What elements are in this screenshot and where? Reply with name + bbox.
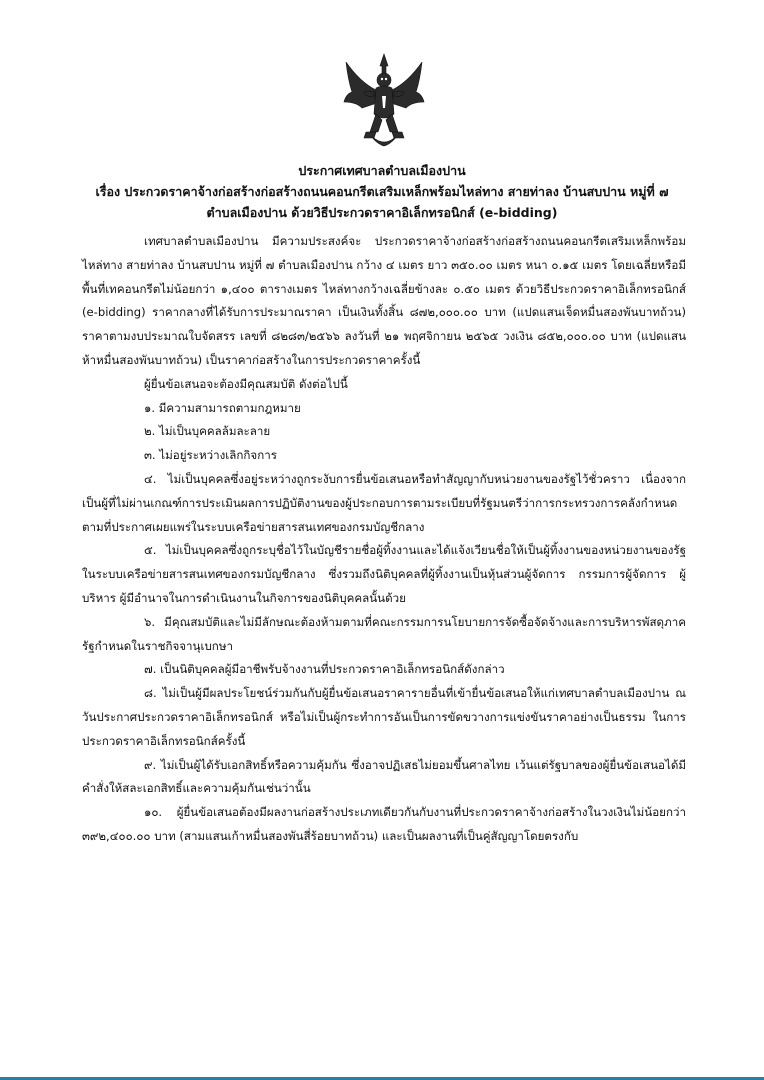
- qualifications-intro: ผู้ยื่นข้อเสนอจะต้องมีคุณสมบัติ ดังต่อไปนี้: [144, 376, 348, 391]
- qualification-item-10: ๑๐. ผู้ยื่นข้อเสนอต้องมีผลงานก่อสร้างประเภทเดียวกันกับงานที่ประกวดราคาจ้างก่อสร้างในวงเงินไม่น้อยกว่า ๓๙๒,๔๐๐.๐๐ บาท (สามแสนเก้าหมื่นสองพันสี่ร้อยบาทถ้วน) และเป็นผลงานที่เป็นคู่สัญญาโดยตรงกับ: [82, 805, 686, 843]
- intro-paragraph: เทศบาลตำบลเมืองปาน มีความประสงค์จะ ประกวดราคาจ้างก่อสร้างก่อสร้างถนนคอนกรีตเสริมเหล็กพร้อมไหล่ทาง สายท่าลง บ้านสบปาน หมู่ที่ ๗ ตำบลเมืองปาน กว้าง ๔ เมตร ยาว ๓๕๐.๐๐ เมตร หนา ๐.๑๕ เมตร โดยเฉลี่ยหรือมีพื้นที่เทคอนกรีตไม่น้อยกว่า ๑,๔๐๐ ตารางเมตร ไหล่ทางกว้างเฉลี่ยข้างละ ๐.๕๐ เมตร ด้วยวิธีประกวดราคาอิเล็กทรอนิกส์ (e-bidding) ราคากลางที่ได้รับการประมาณราคา เป็นเงินทั้งสิ้น ๘๗๒,๐๐๐.๐๐ บาท (แปดแสนเจ็ดหมื่นสองพันบาทถ้วน) ราคาตามงบประมาณใบจัดสรร เลขที่ ๘๒๘๓/๒๕๖๖ ลงวันที่ ๒๑ พฤศจิกายน ๒๕๖๕ วงเงิน ๘๕๒,๐๐๐.๐๐ บาท (แปดแสนห้าหมื่นสองพันบาทถ้วน) เป็นราคาก่อสร้างในการประกวดราคาครั้งนี้: [82, 234, 686, 367]
- qualification-item-6: ๖. มีคุณสมบัติและไม่มีลักษณะต้องห้ามตามที่คณะกรรมการนโยบายการจัดซื้อจัดจ้างและการบริหารพัสดุภาครัฐกำหนดในราชกิจจานุเบกษา: [82, 614, 686, 653]
- qualification-item-4: ๔. ไม่เป็นบุคคลซึ่งอยู่ระหว่างถูกระงับการยื่นข้อเสนอหรือทำสัญญากับหน่วยงานของรัฐไว้ชั่วคราว เนื่องจากเป็นผู้ที่ไม่ผ่านเกณฑ์การประเมินผลการปฏิบัติงานของผู้ประกอบการตามระเบียบที่รัฐมนตรีว่าการกระทรวงการคลังกำหนดตามที่ประกาศเผยแพร่ในระบบเครือข่ายสารสนเทศของกรมบัญชีกลาง: [82, 471, 686, 534]
- qualification-item-9: ๙. ไม่เป็นผู้ได้รับเอกสิทธิ์หรือความคุ้มกัน ซึ่งอาจปฏิเสธไม่ยอมขึ้นศาลไทย เว้นแต่รัฐบาลของผู้ยื่นข้อเสนอได้มีคำสั่งให้สละเอกสิทธิ์และความคุ้มกันเช่นว่านั้น: [82, 757, 686, 796]
- qualification-item-7: ๗. เป็นนิติบุคคลผู้มีอาชีพรับจ้างงานที่ประกวดราคาอิเล็กทรอนิกส์ดังกล่าว: [144, 662, 505, 677]
- qualification-item-1: ๑. มีความสามารถตามกฎหมาย: [144, 400, 301, 415]
- qualification-item-3: ๓. ไม่อยู่ระหว่างเลิกกิจการ: [144, 448, 277, 463]
- subject-line-1: เรื่อง ประกวดราคาจ้างก่อสร้างก่อสร้างถนนคอนกรีตเสริมเหล็กพร้อมไหล่ทาง สายท่าลง บ้านสบปาน หมู่ที่ ๗: [95, 184, 669, 199]
- qualification-item-8: ๘. ไม่เป็นผู้มีผลประโยชน์ร่วมกันกับผู้ยื่นข้อเสนอราคารายอื่นที่เข้ายื่นข้อเสนอให้แก่เทศบาลตำบลเมืองปาน ณ วันประกาศประกวดราคาอิเล็กทรอนิกส์ หรือไม่เป็นผู้กระทำการอันเป็นการขัดขวางการแข่งขันราคาอย่างเป็นธรรม ในการประกวดราคาอิเล็กทรอนิกส์ครั้งนี้: [82, 686, 686, 748]
- qualification-item-2: ๒. ไม่เป็นบุคคลล้มละลาย: [144, 424, 271, 439]
- qualification-item-5: ๕. ไม่เป็นบุคคลซึ่งถูกระบุชื่อไว้ในบัญชีรายชื่อผู้ทิ้งงานและได้แจ้งเวียนชื่อให้เป็นผู้ทิ้งงานของหน่วยงานของรัฐในระบบเครือข่ายสารสนเทศของกรมบัญชีกลาง ซึ่งรวมถึงนิติบุคคลที่ผู้ทิ้งงานเป็นหุ้นส่วนผู้จัดการ กรรมการผู้จัดการ ผู้บริหาร ผู้มีอำนาจในการดำเนินงานในกิจการของนิติบุคคลนั้นด้วย: [82, 543, 686, 605]
- announcement-title: ประกาศเทศบาลตำบลเมืองปาน: [298, 163, 466, 178]
- announcement-body: [82, 230, 686, 849]
- garuda-emblem-icon: [342, 52, 426, 156]
- subject-line-2: ตำบลเมืองปาน ด้วยวิธีประกวดราคาอิเล็กทรอนิกส์ (e-bidding): [206, 205, 558, 220]
- announcement-subject: [60, 181, 704, 223]
